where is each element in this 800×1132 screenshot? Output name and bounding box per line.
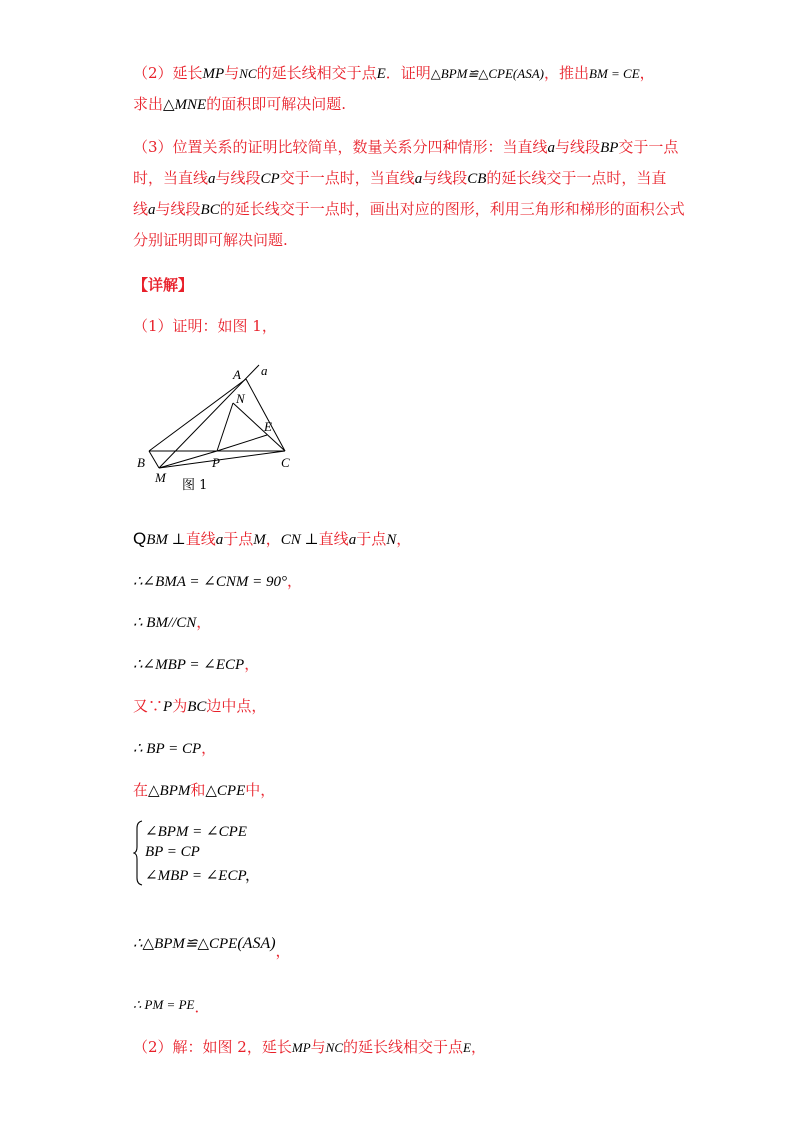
part2-intro (133, 1036, 486, 1057)
text: ， (196, 613, 212, 631)
text: ， (286, 572, 302, 590)
text: 于点 (223, 530, 254, 548)
text: ， (201, 739, 217, 757)
because-symbol: Q (133, 529, 147, 548)
label-M: M (155, 470, 166, 485)
text: 的延长线相交于点 (256, 64, 377, 82)
left-brace-icon (133, 820, 143, 886)
text: ． (194, 998, 210, 1016)
math: CB (467, 171, 487, 187)
math: a (215, 532, 224, 548)
text: 直线 (318, 530, 349, 548)
label-E: E (264, 419, 272, 434)
text: （3）位置关系的证明比较简单，数量关系分四种情形：当直线 (133, 138, 548, 156)
text: 在 (133, 781, 149, 799)
math: ∴ BP = CP (133, 741, 202, 757)
segment-BA (149, 379, 246, 451)
text: 的延长线相交于点 (343, 1038, 464, 1056)
math: a (148, 202, 156, 218)
math: E (376, 66, 386, 82)
proof-s7 (133, 779, 275, 800)
detail-heading: 【详解】 (133, 276, 194, 294)
segment-BM (149, 451, 159, 468)
text: ， (396, 530, 412, 548)
part1-intro: （1）证明：如图 1， (133, 317, 277, 335)
text: 时，当直线 (133, 169, 209, 187)
figure-1 (133, 355, 303, 500)
math: a (208, 171, 216, 187)
analysis-p3-line4 (133, 229, 288, 250)
math: E (463, 1040, 471, 1055)
text: 求出 (133, 95, 164, 113)
math: NC (325, 1040, 343, 1055)
math: CN ⊥ (280, 532, 319, 548)
geometry-figure (133, 355, 303, 500)
math: BM = CE (589, 66, 640, 81)
math: MP (291, 1040, 311, 1055)
proof-s3 (133, 611, 211, 632)
system-row-1: ∠BPM = ∠CPE (145, 824, 247, 840)
proof-s5 (133, 695, 266, 716)
proof-s1 (133, 528, 411, 549)
proof-s9 (133, 993, 209, 1014)
text: 的延长线交于一点时，当直 (486, 169, 667, 187)
equation-system (133, 820, 273, 886)
text: （2）延长 (133, 64, 203, 82)
math: N (386, 532, 397, 548)
math: a (414, 171, 423, 187)
math: ∴∠MBP = ∠ECP (133, 657, 245, 673)
figure-caption: 图 1 (182, 478, 208, 493)
label-B: B (137, 455, 145, 470)
label-P: P (212, 455, 220, 470)
text: 与线段 (215, 169, 261, 187)
math: P (163, 699, 173, 715)
math: MP (202, 66, 225, 82)
math: BM ⊥ (146, 532, 186, 548)
text: 交于一点时，当直线 (279, 169, 415, 187)
math: a (547, 140, 556, 156)
text: ， (639, 64, 655, 82)
label-N: N (236, 391, 245, 406)
text: 又∵ (133, 697, 164, 715)
text: （2）解：如图 2，延长 (133, 1038, 292, 1056)
proof-s6 (133, 737, 216, 758)
math: BP (600, 140, 619, 156)
text: 分别证明即可解决问题. (133, 231, 288, 249)
text: ， (265, 530, 281, 548)
math: ∴∠BMA = ∠CNM = 90° (133, 574, 287, 590)
line-a (159, 365, 259, 468)
math: (ASA) (237, 935, 276, 952)
text: ．证明 (385, 64, 431, 82)
system-row-2: BP = CP (145, 844, 200, 860)
math: BC (200, 202, 220, 218)
text: ，推出 (543, 64, 589, 82)
label-A: A (233, 367, 241, 382)
math: CP (260, 171, 280, 187)
text: ， (275, 942, 291, 960)
proof-s8 (133, 932, 291, 960)
analysis-p3-line2 (133, 167, 666, 188)
text: 与线段 (422, 169, 468, 187)
analysis-p2-line1 (133, 62, 655, 83)
text: 和 (190, 781, 206, 799)
text: 交于一点 (618, 138, 679, 156)
system-end-comma: ， (245, 866, 261, 884)
segment-MC (159, 451, 285, 468)
text: 于点 (356, 530, 387, 548)
text: 线 (133, 200, 149, 218)
text: 的面积即可解决问题. (206, 95, 346, 113)
text: 与线段 (155, 200, 201, 218)
text: 的延长线交于一点时，画出对应的图形，利用三角形和梯形的面积公式 (219, 200, 685, 218)
math: ∴ BM//CN (133, 615, 197, 631)
text: 为 (172, 697, 188, 715)
segment-PN (217, 403, 233, 451)
math: M (253, 532, 266, 548)
proof-s4 (133, 653, 259, 674)
math: NC (239, 66, 257, 81)
text: 中， (245, 781, 276, 799)
text: ， (244, 655, 260, 673)
text: ， (470, 1038, 486, 1056)
system-row-3: ∠MBP = ∠ECP (145, 868, 247, 884)
math: a (348, 532, 357, 548)
text: 与 (224, 64, 240, 82)
label-C: C (281, 455, 290, 470)
math: ∴ PM = PE (133, 997, 195, 1012)
analysis-p3-line1 (133, 136, 678, 157)
text: 与 (310, 1038, 326, 1056)
label-a: a (261, 363, 268, 378)
proof-s2 (133, 570, 302, 591)
math: △CPE (205, 783, 246, 799)
math: △MNE (163, 97, 207, 113)
analysis-p2-line2 (133, 93, 346, 114)
text: 边中点， (206, 697, 267, 715)
math: △BPM (148, 783, 191, 799)
segment-PE (217, 435, 267, 451)
text: 直线 (185, 530, 216, 548)
text: 与线段 (555, 138, 601, 156)
math: BC (187, 699, 207, 715)
analysis-p3-line3 (133, 198, 685, 219)
math: △BPM≌△CPE(ASA) (430, 66, 544, 81)
math: ∴△BPM≌△CPE (133, 936, 238, 952)
